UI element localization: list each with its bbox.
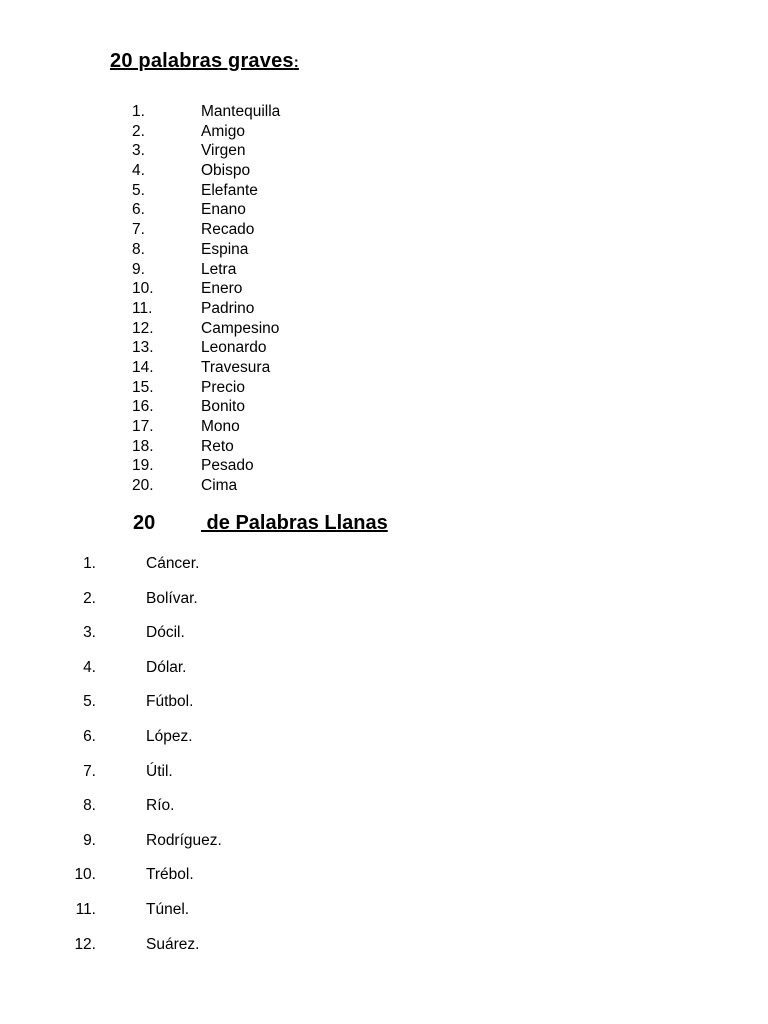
list-item-word: Mantequilla <box>201 103 281 120</box>
list-item-word: Río. <box>146 797 175 815</box>
list-item <box>0 795 768 830</box>
list-item-word: Rodríguez. <box>146 831 222 849</box>
list-item-number: 16. <box>132 398 154 416</box>
list-item-number: 8. <box>132 240 145 258</box>
list-item-word: Letra <box>201 260 237 278</box>
list-item-number: 17. <box>132 418 154 435</box>
list-item <box>0 657 768 692</box>
list-item <box>0 200 768 220</box>
list-item-word: Pesado <box>201 457 254 475</box>
list-item-number: 11. <box>132 299 153 317</box>
list-item-number: 12. <box>74 935 96 953</box>
list-item-word: Enero <box>201 280 243 298</box>
list-item <box>0 864 768 899</box>
list-item-number: 18. <box>132 437 154 455</box>
section-1-title <box>110 50 299 73</box>
list-item-word: Bonito <box>201 398 245 416</box>
list-item-word: Virgen <box>201 142 246 160</box>
list-item <box>0 761 768 796</box>
list-item-number: 9. <box>132 260 145 278</box>
list-item <box>0 417 768 437</box>
list-item <box>0 240 768 260</box>
list-item <box>0 397 768 417</box>
list-item-number: 1. <box>83 555 96 572</box>
list-item <box>0 456 768 476</box>
list-item-number: 4. <box>83 658 96 676</box>
list-item-number: 9. <box>83 831 96 849</box>
list-item-number: 8. <box>83 797 96 815</box>
list-item-word: Útil. <box>146 762 173 780</box>
list-item-word: Dócil. <box>146 624 185 642</box>
list-item-word: Padrino <box>201 299 255 317</box>
list-item-number: 2. <box>132 122 145 140</box>
section-2-title-text: de Palabras Llanas <box>201 512 388 534</box>
list-item <box>0 260 768 280</box>
list-item <box>0 279 768 299</box>
list-item-number: 11. <box>75 900 96 918</box>
list-item <box>0 122 768 142</box>
list-item <box>0 358 768 378</box>
list-item-number: 2. <box>83 589 96 607</box>
list-item <box>0 161 768 181</box>
list-item-word: Campesino <box>201 319 280 337</box>
list-item-word: Fútbol. <box>146 693 194 711</box>
list-item-number: 6. <box>132 201 145 219</box>
list-item <box>0 588 768 623</box>
list-item-number: 3. <box>132 142 145 160</box>
list-item-word: Cáncer. <box>146 555 200 572</box>
palabras-llanas-list <box>0 553 768 968</box>
list-item-word: Reto <box>201 437 234 455</box>
list-item-word: Recado <box>201 221 255 239</box>
list-item <box>0 830 768 865</box>
list-item-number: 7. <box>132 221 145 239</box>
list-item-word: Amigo <box>201 122 245 140</box>
list-item-word: Obispo <box>201 162 251 180</box>
list-item-number: 3. <box>83 624 96 642</box>
section-1-title-colon: : <box>293 54 299 71</box>
list-item-word: Precio <box>201 378 245 396</box>
list-item-number: 1. <box>132 103 145 120</box>
list-item-word: Dólar. <box>146 658 187 676</box>
section-2-title <box>0 512 768 540</box>
list-item <box>0 437 768 457</box>
list-item-number: 19. <box>132 457 154 475</box>
list-item-word: Elefante <box>201 181 258 199</box>
list-item-number: 13. <box>132 339 154 357</box>
list-item <box>0 476 768 496</box>
list-item-number: 15. <box>132 378 154 396</box>
list-item <box>0 319 768 339</box>
list-item-number: 14. <box>132 358 154 376</box>
list-item <box>0 102 768 122</box>
list-item-number: 10. <box>132 280 154 298</box>
list-item-word: Cima <box>201 477 238 495</box>
list-item-word: Enano <box>201 201 246 219</box>
list-item <box>0 378 768 398</box>
list-item-number: 5. <box>83 693 96 711</box>
list-item-word: Leonardo <box>201 339 267 357</box>
list-item <box>0 899 768 934</box>
section-2-title-number: 20 <box>133 512 156 534</box>
list-item <box>0 553 768 588</box>
list-item-word: López. <box>146 727 193 745</box>
list-item <box>0 622 768 657</box>
list-item <box>0 181 768 201</box>
list-item <box>0 726 768 761</box>
palabras-graves-list <box>0 102 768 496</box>
list-item <box>0 934 768 969</box>
list-item <box>0 141 768 161</box>
list-item <box>0 299 768 319</box>
list-item-number: 12. <box>132 319 154 337</box>
list-item-number: 7. <box>83 762 96 780</box>
list-item <box>0 691 768 726</box>
list-item-number: 4. <box>132 162 145 180</box>
list-item-word: Espina <box>201 240 249 258</box>
list-item-word: Suárez. <box>146 935 200 953</box>
list-item-word: Bolívar. <box>146 589 198 607</box>
list-item-number: 20. <box>132 477 154 495</box>
list-item-word: Túnel. <box>146 900 190 918</box>
section-1-title-text: 20 palabras graves <box>110 50 294 72</box>
list-item <box>0 220 768 240</box>
list-item-word: Travesura <box>201 358 271 376</box>
list-item <box>0 338 768 358</box>
list-item-number: 10. <box>74 866 96 884</box>
list-item-word: Trébol. <box>146 866 194 884</box>
list-item-number: 6. <box>83 727 96 745</box>
list-item-number: 5. <box>132 181 145 199</box>
list-item-word: Mono <box>201 418 240 435</box>
